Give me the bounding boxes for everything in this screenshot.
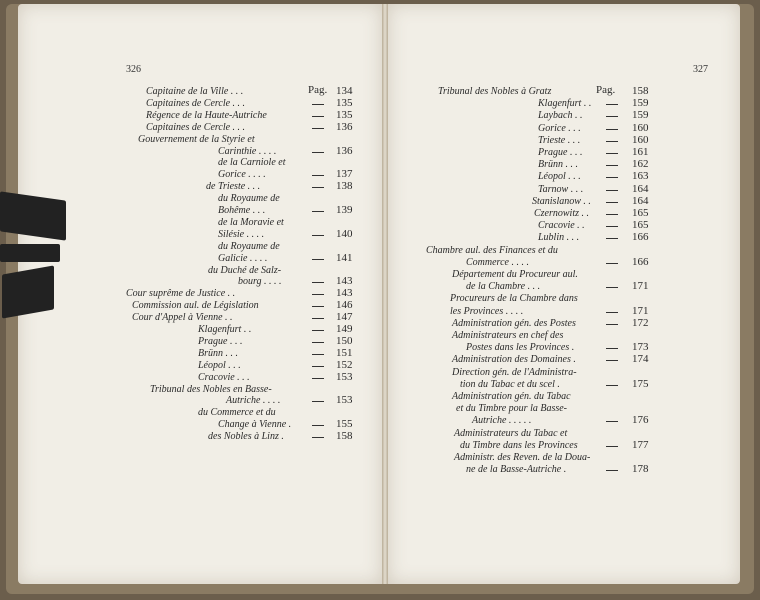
toc-entry: Gouvernement de la Styrie et <box>138 133 255 145</box>
toc-page-number: 158 <box>632 85 649 97</box>
toc-page-number: 159 <box>632 97 649 110</box>
toc-entry: Gorice . . . . <box>218 169 266 181</box>
toc-entry: bourg . . . . <box>238 276 282 288</box>
toc-entry: Prague . . . <box>538 147 583 158</box>
toc-entry: Lublin . . . <box>538 232 580 244</box>
leader-dash <box>606 141 618 142</box>
toc-entry: Cracovie . . <box>538 220 585 232</box>
toc-entry: Tribunal des Nobles en Basse- <box>150 383 272 395</box>
toc-page-number: 153 <box>336 394 353 407</box>
toc-entry: Autriche . . . . . <box>472 415 532 427</box>
toc-entry: Cour suprême de Justice . . <box>126 288 236 300</box>
toc-entry: Administrateurs en chef des <box>452 330 564 341</box>
toc-page-number: 166 <box>632 255 649 268</box>
toc-entry: Silésie . . . . <box>218 228 265 240</box>
toc-page-number: 159 <box>632 109 649 122</box>
leader-dash <box>312 342 324 343</box>
toc-entry: Tribunal des Nobles à Gratz <box>438 86 552 97</box>
leader-dash <box>312 187 324 188</box>
toc-page-number: 163 <box>632 170 649 183</box>
leader-dash <box>606 312 618 313</box>
leader-dash <box>312 294 324 295</box>
toc-page-number: 173 <box>632 341 649 354</box>
toc-entry: Cracovie . . . <box>198 371 250 383</box>
toc-entry: du Commerce et du <box>198 407 276 419</box>
leader-dash <box>606 360 618 361</box>
toc-entry: Klagenfurt . . <box>198 324 252 335</box>
toc-entry: de la Moravie et <box>218 216 284 228</box>
leader-dash <box>312 437 324 438</box>
toc-entry: ne de la Basse-Autriche . <box>466 464 567 476</box>
toc-page-number: 174 <box>632 353 649 366</box>
toc-page-number: 149 <box>336 323 353 335</box>
toc-page-number: 177 <box>632 438 649 451</box>
toc-page-number: 135 <box>336 108 353 121</box>
leader-dash <box>312 128 324 129</box>
toc-entry: tion du Tabac et du scel . <box>460 378 560 390</box>
binder-clip <box>0 196 68 316</box>
toc-page-number: 160 <box>632 133 649 146</box>
toc-entry: Capitaine de la Ville . . . <box>146 86 244 97</box>
leader-dash <box>606 324 618 325</box>
leader-dash <box>312 366 324 367</box>
leader-dash <box>606 104 618 105</box>
leader-dash <box>606 116 618 117</box>
toc-entry: de la Chambre . . . <box>466 281 541 293</box>
toc-page-number: 160 <box>632 121 649 134</box>
toc-entry: Cour d'Appel à Vienne . . <box>132 312 233 324</box>
leader-dash <box>606 226 618 227</box>
leader-dash <box>606 202 618 203</box>
leader-dash <box>312 378 324 379</box>
toc-page-number: 164 <box>632 182 649 195</box>
toc-entry: Administr. des Reven. de la Doua- <box>454 452 591 463</box>
leader-dash <box>312 306 324 307</box>
toc-page-number: 171 <box>632 280 649 293</box>
toc-entry: Administrateurs du Tabac et <box>454 427 568 439</box>
toc-page-number: 178 <box>632 463 649 476</box>
toc-entry: Administration gén. des Postes <box>452 317 576 329</box>
toc-page-number: 136 <box>336 120 353 133</box>
toc-entry: Stanislanow . . <box>532 195 591 207</box>
leader-dash <box>606 129 618 130</box>
leader-dash <box>606 421 618 422</box>
leader-dash <box>606 348 618 349</box>
toc-entry: et du Timbre pour la Basse- <box>456 403 568 415</box>
left-page <box>18 4 382 584</box>
toc-page-number: 138 <box>336 180 353 193</box>
toc-page-number: 165 <box>632 207 649 219</box>
leader-dash <box>606 263 618 264</box>
pag-label: Pag. <box>308 84 328 96</box>
right-page <box>388 4 740 584</box>
toc-page-number: 136 <box>336 144 353 157</box>
toc-page-number: 162 <box>632 158 649 171</box>
toc-page-number: 176 <box>632 414 649 427</box>
toc-page-number: 151 <box>336 346 353 359</box>
toc-entry: Trieste . . . <box>538 134 581 146</box>
toc-entry: Czernowitz . . <box>534 208 590 219</box>
pag-label: Pag. <box>596 84 616 96</box>
leader-dash <box>312 330 324 331</box>
leader-dash <box>312 354 324 355</box>
toc-entry: Administration des Domaines . <box>452 354 576 366</box>
toc-entry: Administration gén. du Tabac <box>452 391 571 402</box>
toc-page-number: 143 <box>336 275 353 288</box>
toc-entry: Capitaines de Cercle . . . <box>146 121 246 133</box>
toc-entry: Autriche . . . . <box>226 395 281 407</box>
toc-entry: Carinthie . . . . <box>218 145 277 157</box>
toc-entry: Capitaines de Cercle . . . <box>146 97 246 109</box>
toc-page-number: 164 <box>632 194 649 207</box>
toc-entry: du Duché de Salz- <box>208 264 282 276</box>
toc-page-number: 143 <box>336 287 353 300</box>
toc-entry: Gorice . . . <box>538 122 581 134</box>
toc-page-number: 153 <box>336 370 353 383</box>
toc-page-number: 171 <box>632 304 649 317</box>
toc-entry: Brünn . . . <box>538 159 578 171</box>
leader-dash <box>606 165 618 166</box>
page-number: 327 <box>693 64 708 75</box>
leader-dash <box>606 238 618 239</box>
leader-dash <box>606 214 618 215</box>
toc-entry: Prague . . . <box>198 335 243 347</box>
toc-entry: Procureurs de la Chambre dans <box>450 293 578 305</box>
toc-entry: de la Carniole et <box>218 157 286 169</box>
toc-entry: Change à Vienne . <box>218 419 292 431</box>
toc-page-number: 135 <box>336 96 353 109</box>
leader-dash <box>606 190 618 191</box>
toc-entry: Léopol . . . <box>538 171 581 183</box>
toc-page-number: 175 <box>632 377 649 390</box>
toc-page-number: 150 <box>336 334 353 347</box>
toc-entry: Commerce . . . . <box>466 256 529 268</box>
toc-entry: des Nobles à Linz . <box>208 431 284 443</box>
toc-page-number: 172 <box>632 316 649 329</box>
toc-page-number: 134 <box>336 85 353 97</box>
toc-page-number: 141 <box>336 251 353 264</box>
toc-entry: du Timbre dans les Provinces <box>460 439 578 451</box>
toc-page-number: 155 <box>336 418 353 431</box>
toc-entry: les Provinces . . . . <box>450 305 524 317</box>
toc-entry: de Trieste . . . <box>206 181 261 193</box>
leader-dash <box>312 152 324 153</box>
toc-entry: Brünn . . . <box>198 347 238 359</box>
toc-entry: Direction gén. de l'Administra- <box>452 366 577 378</box>
toc-entry: Tarnow . . . <box>538 183 584 195</box>
toc-page-number: 140 <box>336 227 353 240</box>
toc-entry: du Royaume de <box>218 240 280 252</box>
toc-entry: Département du Procureur aul. <box>452 269 578 280</box>
toc-entry: Bohême . . . <box>218 205 266 216</box>
toc-entry: Chambre aul. des Finances et du <box>426 244 558 256</box>
toc-entry: Léopol . . . <box>198 359 241 371</box>
toc-page-number: 166 <box>632 231 649 244</box>
toc-page-number: 137 <box>336 168 353 181</box>
leader-dash <box>606 153 618 154</box>
leader-dash <box>312 116 324 117</box>
toc-entry: du Royaume de <box>218 193 280 205</box>
leader-dash <box>606 385 618 386</box>
page-number: 326 <box>126 64 141 75</box>
toc-entry: Laybach . . <box>538 110 583 122</box>
toc-page-number: 161 <box>632 146 649 158</box>
leader-dash <box>312 104 324 105</box>
leader-dash <box>312 211 324 212</box>
leader-dash <box>312 318 324 319</box>
leader-dash <box>312 175 324 176</box>
toc-page-number: 146 <box>336 299 353 312</box>
toc-page-number: 139 <box>336 204 353 216</box>
toc-page-number: 147 <box>336 311 353 324</box>
leader-dash <box>312 425 324 426</box>
leader-dash <box>312 282 324 283</box>
leader-dash <box>606 470 618 471</box>
toc-page-number: 158 <box>336 430 353 443</box>
leader-dash <box>606 287 618 288</box>
toc-entry: Klagenfurt . . <box>538 98 592 110</box>
toc-entry: Galicie . . . . <box>218 252 268 264</box>
toc-entry: Régence de la Haute-Autriche <box>146 109 267 121</box>
toc-entry: Commission aul. de Législation <box>132 300 259 312</box>
toc-entry: Postes dans les Provinces . <box>466 342 575 354</box>
toc-page-number: 152 <box>336 358 353 371</box>
leader-dash <box>312 259 324 260</box>
leader-dash <box>312 235 324 236</box>
toc-page-number: 165 <box>632 219 649 232</box>
leader-dash <box>312 401 324 402</box>
leader-dash <box>606 177 618 178</box>
leader-dash <box>606 446 618 447</box>
